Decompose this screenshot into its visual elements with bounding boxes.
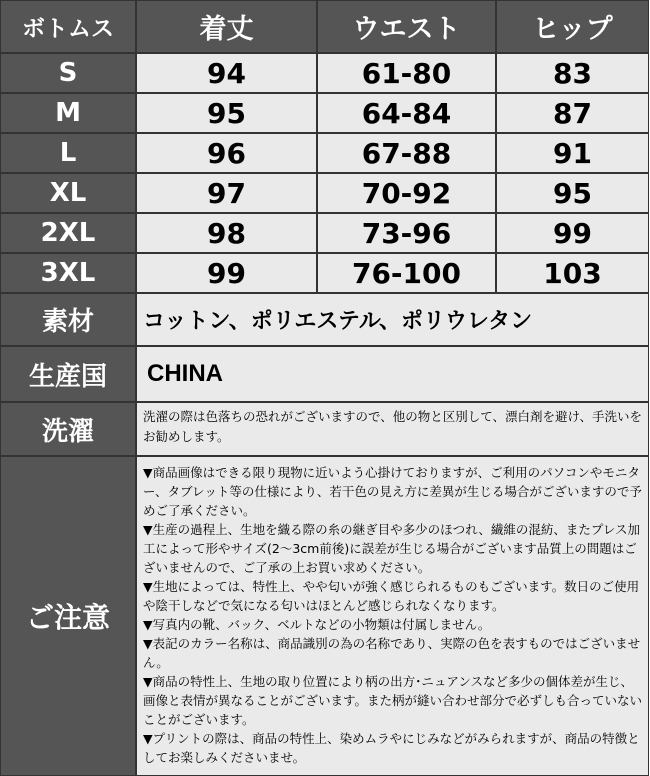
row-label-header: ボトムス bbox=[1, 1, 135, 52]
length-value: 95 bbox=[137, 94, 316, 132]
washing-text-body: 洗濯の際は色落ちの恐れがございますので、他の物と区別して、漂白剤を避け、手洗いをお勧めします。 bbox=[143, 409, 643, 444]
hip-value: 95 bbox=[497, 174, 648, 212]
material-value: コットン、ポリエステル、ポリウレタン bbox=[137, 294, 648, 345]
waist-value: 61-80 bbox=[318, 54, 495, 92]
size-label: S bbox=[1, 54, 135, 92]
waist-value: 73-96 bbox=[318, 214, 495, 252]
length-value: 99 bbox=[137, 254, 316, 292]
notes-list bbox=[143, 463, 642, 767]
waist-value: 76-100 bbox=[318, 254, 495, 292]
length-value: 96 bbox=[137, 134, 316, 172]
size-label: M bbox=[1, 94, 135, 132]
notes-text bbox=[137, 457, 648, 775]
hip-value: 99 bbox=[497, 214, 648, 252]
length-value: 94 bbox=[137, 54, 316, 92]
column-header-waist: ウエスト bbox=[318, 1, 495, 52]
size-label: L bbox=[1, 134, 135, 172]
note-item: ▼生地によっては、特性上、やや匂いが強く感じられるものもございます。数日のご使用や陰干しなどで気になる匂いはほとんど感じられなくなります。 bbox=[143, 579, 640, 613]
material-label: 素材 bbox=[1, 294, 135, 345]
hip-value: 83 bbox=[497, 54, 648, 92]
note-item: ▼商品の特性上、生地の取り位置により柄の出方･ニュアンスなど多少の個体差が生じ、画像と表情が異なることがございます。また柄が縫い合わせ部分で必ずしも合っていないことがございます。 bbox=[143, 674, 643, 727]
length-value: 98 bbox=[137, 214, 316, 252]
note-item: ▼写真内の靴、バック、ベルトなどの小物類は付属しません。 bbox=[143, 617, 491, 632]
notes-label: ご注意 bbox=[1, 457, 135, 775]
hip-value: 91 bbox=[497, 134, 648, 172]
origin-value: CHINA bbox=[137, 347, 648, 401]
waist-value: 64-84 bbox=[318, 94, 495, 132]
length-value: 97 bbox=[137, 174, 316, 212]
note-item: ▼プリントの際は、商品の特性上、染めムラやにじみなどがみられますが、商品の特徴としてお楽しみくださいませ。 bbox=[143, 731, 640, 765]
size-label: 2XL bbox=[1, 214, 135, 252]
size-label: XL bbox=[1, 174, 135, 212]
origin-label: 生産国 bbox=[1, 347, 135, 401]
column-header-hip: ヒップ bbox=[497, 1, 648, 52]
washing-label: 洗濯 bbox=[1, 403, 135, 455]
waist-value: 67-88 bbox=[318, 134, 495, 172]
note-item: ▼表記のカラー名称は、商品識別の為の名称であり、実際の色を表すものではございません。 bbox=[143, 636, 641, 670]
hip-value: 103 bbox=[497, 254, 648, 292]
column-header-length: 着丈 bbox=[137, 1, 316, 52]
waist-value: 70-92 bbox=[318, 174, 495, 212]
washing-text bbox=[137, 403, 648, 455]
hip-value: 87 bbox=[497, 94, 648, 132]
note-item: ▼生産の過程上、生地を織る際の糸の継ぎ目や多少のほつれ、繊維の混紡、またプレス加工によって形やサイズ(2〜3cm前後)に誤差が生じる場合がございます品質上の問題はございませんので、ご了承の上お買い求めください。 bbox=[143, 522, 640, 575]
size-label: 3XL bbox=[1, 254, 135, 292]
note-item: ▼商品画像はできる限り現物に近いよう心掛けておりますが、ご利用のパソコンやモニター、タブレット等の仕様により、若干色の見え方に差異が生じる場合がございますので予めご了承ください。 bbox=[143, 465, 642, 518]
